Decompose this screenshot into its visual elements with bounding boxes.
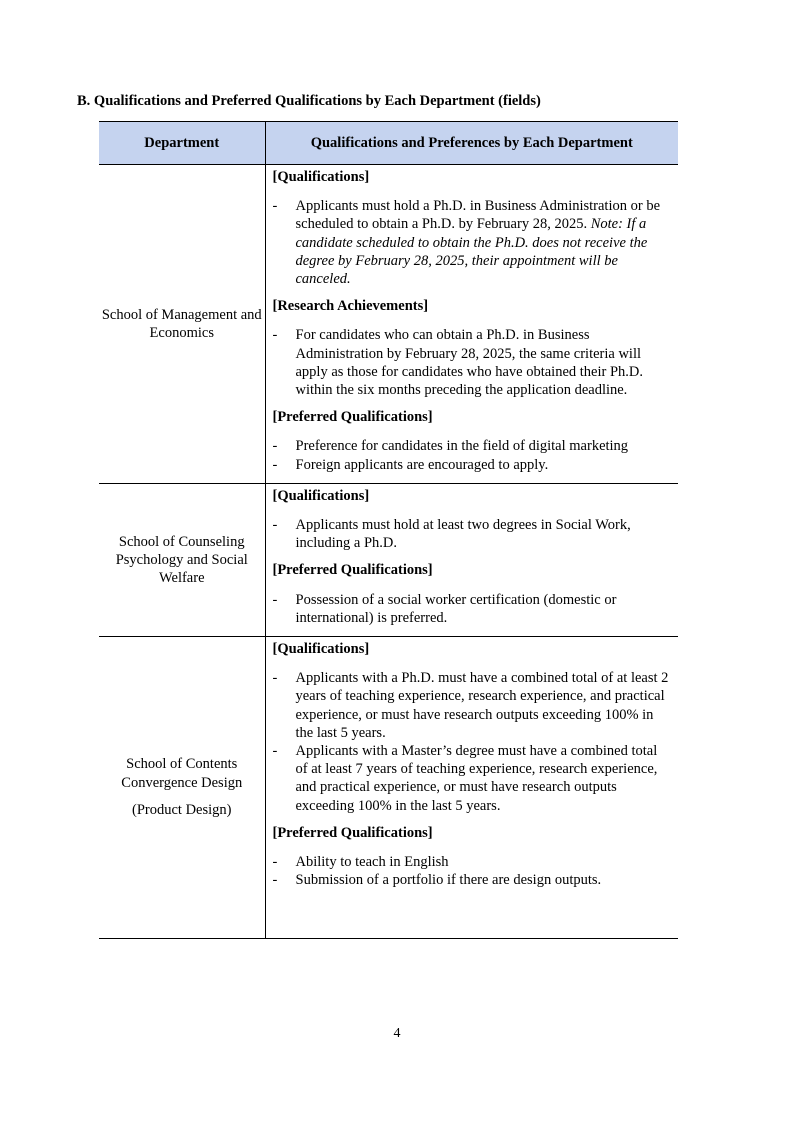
table-row <box>99 483 678 636</box>
list-item <box>273 591 673 627</box>
item-text: Preference for candidates in the field of digital marketing <box>295 438 629 455</box>
bullet-dash: - <box>272 872 278 889</box>
department-cell <box>99 637 265 938</box>
qualifications-cell <box>265 483 678 636</box>
item-text: Applicants must hold at least two degrees in Social Work, including a Ph.D. <box>295 517 631 552</box>
list-item <box>273 669 673 742</box>
list-item <box>273 516 673 552</box>
department-subfield: (Product Design) <box>132 801 232 818</box>
department-cell <box>99 483 265 636</box>
section-heading: [Qualifications] <box>272 641 370 658</box>
item-list <box>273 437 673 473</box>
item-text: Applicants must hold a Ph.D. in Business Administration or be scheduled to obtain a Ph.D. by February 28, 2025. <box>295 198 661 233</box>
table-header-row <box>99 122 678 165</box>
section-title: B. Qualifications and Preferred Qualifications by Each Department (fields) <box>77 93 541 109</box>
item-text: Possession of a social worker certification (domestic or international) is preferred. <box>295 591 617 626</box>
section-heading: [Preferred Qualifications] <box>272 409 433 426</box>
qualifications-cell <box>265 637 678 938</box>
item-text: For candidates who can obtain a Ph.D. in Business Administration by February 28, 2025, the same criteria will apply as those for candidates who have obtained their Ph.D. within the six months preceding the application deadline. <box>295 327 644 399</box>
bullet-dash: - <box>272 438 278 455</box>
section-heading: [Research Achievements] <box>272 298 429 315</box>
item-list <box>273 591 673 627</box>
department-name: School of Contents Convergence Design <box>121 756 243 791</box>
item-text: Foreign applicants are encouraged to apply. <box>295 456 549 473</box>
qualifications-table <box>99 121 678 939</box>
item-note: Note: If a candidate scheduled to obtain the Ph.D. does not receive the degree by February 28, 2025, their appointment will be canceled. <box>295 216 648 288</box>
department-cell <box>99 165 265 484</box>
list-item <box>273 853 673 871</box>
bullet-dash: - <box>272 198 278 215</box>
qualifications-cell <box>265 165 678 484</box>
item-list <box>273 516 673 552</box>
item-list <box>273 669 673 815</box>
department-name: School of Management and Economics <box>101 306 262 341</box>
item-text: Applicants with a Master’s degree must have a combined total of at least 7 years of teaching experience, research experience, and practical experience, or must have research outputs exceeding 100% in the last 5 years. <box>295 743 658 814</box>
section-heading: [Qualifications] <box>272 169 370 185</box>
item-text: Applicants with a Ph.D. must have a combined total of at least 2 years of teaching experience, research experience, and practical experience, or must have research outputs exceeding 100% in the last 5 years. <box>295 670 669 741</box>
qualifications-column-header: Qualifications and Preferences by Each Department <box>265 122 678 165</box>
list-item <box>273 456 673 474</box>
item-list <box>273 197 673 288</box>
bullet-dash: - <box>272 517 278 534</box>
item-text: Ability to teach in English <box>295 854 449 871</box>
bullet-dash: - <box>272 327 278 344</box>
item-list <box>273 326 673 399</box>
section-heading: [Preferred Qualifications] <box>272 562 433 579</box>
item-text: Submission of a portfolio if there are design outputs. <box>295 872 602 889</box>
section-heading: [Qualifications] <box>272 487 370 504</box>
department-name: School of Counseling Psychology and Social Welfare <box>115 533 248 587</box>
department-column-header: Department <box>99 122 265 165</box>
list-item <box>273 437 673 455</box>
bullet-dash: - <box>272 591 278 608</box>
table-row <box>99 637 678 938</box>
list-item <box>273 197 673 288</box>
table-row <box>99 165 678 484</box>
bullet-dash: - <box>272 670 278 687</box>
bullet-dash: - <box>272 456 278 473</box>
list-item <box>273 871 673 889</box>
item-list <box>273 853 673 889</box>
list-item <box>273 742 673 815</box>
page-number: 4 <box>393 1026 401 1041</box>
section-heading: [Preferred Qualifications] <box>272 824 433 841</box>
bullet-dash: - <box>272 743 278 760</box>
bullet-dash: - <box>272 854 278 871</box>
list-item <box>273 326 673 399</box>
